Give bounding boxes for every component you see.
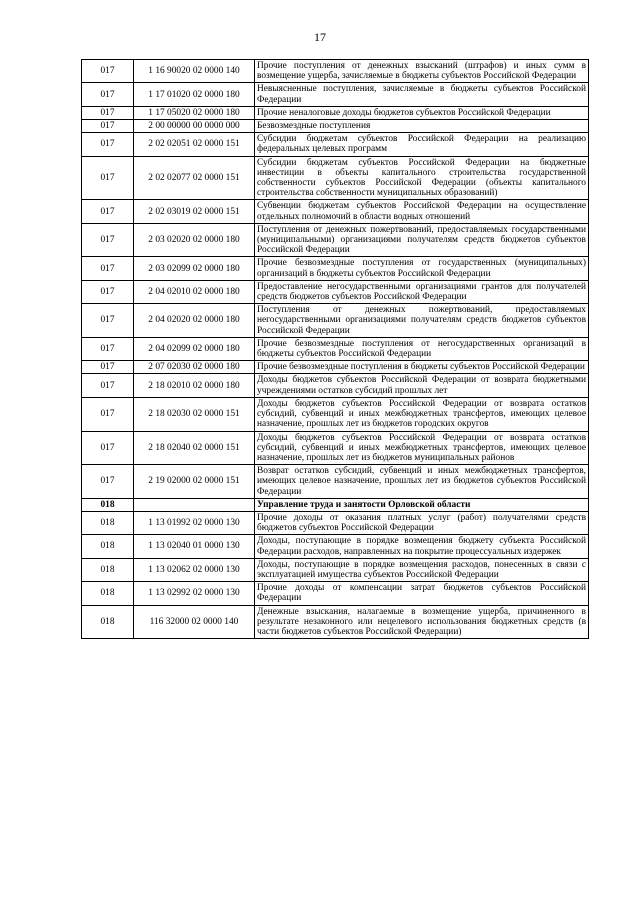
table-row [82,374,589,397]
table-row [82,558,589,581]
revenue-code-cell: 2 03 02020 02 0000 180 [134,223,255,257]
revenue-description-cell: Невыясненные поступления, зачисляемые в бюджеты субъектов Российской Федерации [255,83,589,106]
revenue-description-cell: Денежные взыскания, налагаемые в возмещение ущерба, причиненного в результате незаконного или нецелевого использования бюджетных средств (в части бюджетов субъектов Российской Федерации) [255,605,589,639]
revenue-code-cell: 1 16 90020 02 0000 140 [134,60,255,83]
table-row [82,304,589,338]
admin-code-cell: 017 [82,83,134,106]
revenue-code-cell: 1 17 05020 02 0000 180 [134,106,255,119]
admin-code-cell: 017 [82,133,134,156]
table-row [82,156,589,200]
revenue-description-cell: Прочие поступления от денежных взысканий (штрафов) и иных сумм в возмещение ущерба, зачисляемые в бюджеты субъектов Российской Федерации [255,60,589,83]
revenue-code-cell: 2 02 02051 02 0000 151 [134,133,255,156]
revenue-code-cell: 1 13 01992 02 0000 130 [134,511,255,534]
revenue-code-cell: 1 17 01020 02 0000 180 [134,83,255,106]
revenue-description-cell: Доходы бюджетов субъектов Российской Федерации от возврата бюджетными учреждениями остатков субсидий прошлых лет [255,374,589,397]
revenue-code-cell: 2 02 03019 02 0000 151 [134,200,255,223]
revenue-description-cell: Доходы, поступающие в порядке возмещения бюджету субъекта Российской Федерации расходов, направленных на покрытие процессуальных издержек [255,535,589,558]
revenue-codes-table [81,59,589,639]
table-row [82,361,589,374]
admin-code-cell: 018 [82,605,134,639]
revenue-code-cell: 2 00 00000 00 0000 000 [134,120,255,133]
table-row [82,535,589,558]
revenue-description-cell: Субсидии бюджетам субъектов Российской Федерации на реализацию федеральных целевых программ [255,133,589,156]
table-row [82,60,589,83]
revenue-code-cell: 2 02 02077 02 0000 151 [134,156,255,200]
revenue-description-cell: Субвенции бюджетам субъектов Российской Федерации на осуществление отдельных полномочий в области водных отношений [255,200,589,223]
admin-code-cell: 017 [82,465,134,499]
revenue-description-cell: Доходы бюджетов субъектов Российской Федерации от возврата остатков субсидий, субвенций и иных межбюджетных трансфертов, имеющих целевое назначение, прошлых лет из бюджетов муниципальных районов [255,431,589,465]
page-number: 17 [314,30,326,44]
revenue-description-cell: Управление труда и занятости Орловской области [255,498,589,511]
table-row [82,397,589,431]
admin-code-cell: 017 [82,200,134,223]
table-row [82,133,589,156]
admin-code-cell: 017 [82,223,134,257]
admin-code-cell: 018 [82,498,134,511]
revenue-description-cell: Предоставление негосударственными организациями грантов для получателей средств бюджетов субъектов Российской Федерации [255,280,589,303]
table-row [82,223,589,257]
revenue-description-cell: Возврат остатков субсидий, субвенций и иных межбюджетных трансфертов, имеющих целевое назначение, прошлых лет из бюджетов субъектов Российской Федерации [255,465,589,499]
revenue-code-cell: 2 18 02030 02 0000 151 [134,397,255,431]
revenue-code-cell: 2 18 02010 02 0000 180 [134,374,255,397]
table-row [82,465,589,499]
admin-code-cell: 018 [82,558,134,581]
revenue-code-cell: 116 32000 02 0000 140 [134,605,255,639]
admin-code-cell: 018 [82,582,134,605]
section-header-row [82,498,589,511]
admin-code-cell: 018 [82,535,134,558]
revenue-description-cell: Поступления от денежных пожертвований, предоставляемых негосударственными организациями получателям средств бюджетов субъектов Российской Федерации [255,304,589,338]
admin-code-cell: 017 [82,60,134,83]
revenue-description-cell: Доходы, поступающие в порядке возмещения расходов, понесенных в связи с эксплуатацией имущества субъектов Российской Федерации [255,558,589,581]
table-row [82,200,589,223]
admin-code-cell: 017 [82,361,134,374]
revenue-code-cell: 2 04 02010 02 0000 180 [134,280,255,303]
revenue-code-cell: 2 03 02099 02 0000 180 [134,257,255,280]
admin-code-cell: 017 [82,304,134,338]
table-row [82,257,589,280]
revenue-code-cell: 2 04 02020 02 0000 180 [134,304,255,338]
revenue-code-cell: 2 07 02030 02 0000 180 [134,361,255,374]
admin-code-cell: 017 [82,106,134,119]
revenue-description-cell: Прочие доходы от компенсации затрат бюджетов субъектов Российской Федерации [255,582,589,605]
admin-code-cell: 017 [82,280,134,303]
revenue-code-cell: 2 18 02040 02 0000 151 [134,431,255,465]
table-row [82,83,589,106]
admin-code-cell: 017 [82,374,134,397]
revenue-description-cell: Субсидии бюджетам субъектов Российской Федерации на бюджетные инвестиции в объекты капитального строительства государственной собственности субъектов Российской Федерации (объекты капитального строительства собственности муниципальных образований) [255,156,589,200]
table-row [82,280,589,303]
admin-code-cell: 017 [82,257,134,280]
table-row [82,582,589,605]
revenue-code-cell: 1 13 02992 02 0000 130 [134,582,255,605]
revenue-description-cell: Поступления от денежных пожертвований, предоставляемых государственными (муниципальными) организациями получателям средств бюджетов субъектов Российской Федерации [255,223,589,257]
table-row [82,120,589,133]
admin-code-cell: 017 [82,156,134,200]
revenue-description-cell: Безвозмездные поступления [255,120,589,133]
revenue-description-cell: Прочие безвозмездные поступления в бюджеты субъектов Российской Федерации [255,361,589,374]
revenue-description-cell: Прочие безвозмездные поступления от негосударственных организаций в бюджеты субъектов Российской Федерации [255,337,589,360]
table-row [82,511,589,534]
table-row [82,431,589,465]
revenue-code-cell [134,498,255,511]
table-row [82,106,589,119]
admin-code-cell: 017 [82,431,134,465]
revenue-code-cell: 1 13 02062 02 0000 130 [134,558,255,581]
revenue-description-cell: Прочие доходы от оказания платных услуг (работ) получателями средств бюджетов субъектов Российской Федерации [255,511,589,534]
revenue-description-cell: Прочие безвозмездные поступления от государственных (муниципальных) организаций в бюджеты субъектов Российской Федерации [255,257,589,280]
revenue-code-cell: 2 04 02099 02 0000 180 [134,337,255,360]
admin-code-cell: 017 [82,120,134,133]
admin-code-cell: 017 [82,337,134,360]
revenue-code-cell: 1 13 02040 01 0000 130 [134,535,255,558]
revenue-description-cell: Доходы бюджетов субъектов Российской Федерации от возврата остатков субсидий, субвенций и иных межбюджетных трансфертов, имеющих целевое назначение, прошлых лет из бюджетов городских округов [255,397,589,431]
revenue-description-cell: Прочие неналоговые доходы бюджетов субъектов Российской Федерации [255,106,589,119]
table-row [82,337,589,360]
admin-code-cell: 017 [82,397,134,431]
table-row [82,605,589,639]
admin-code-cell: 018 [82,511,134,534]
revenue-code-cell: 2 19 02000 02 0000 151 [134,465,255,499]
